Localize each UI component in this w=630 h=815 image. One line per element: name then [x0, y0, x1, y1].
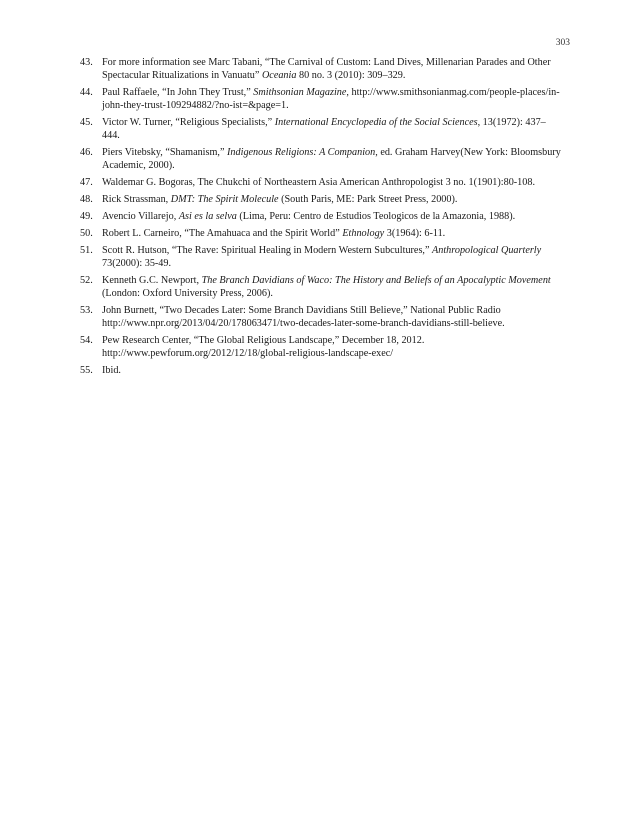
endnote-title-italic: Oceania: [261, 70, 297, 81]
endnote-text-segment: Piers Vitebsky, “Shamanism,”: [102, 147, 228, 158]
endnote-number: 55.: [80, 365, 93, 376]
endnote-title-italic: Ethnology: [342, 228, 385, 239]
endnote-text: [102, 274, 562, 300]
endnote-number: 49.: [80, 211, 93, 222]
endnote-number: 47.: [80, 177, 93, 188]
endnote-title-italic: Indigenous Religions: A Companion: [227, 147, 376, 158]
endnote-title-italic: Asi es la selva: [178, 211, 237, 222]
endnote-text-segment: Avencio Villarejo,: [102, 211, 179, 222]
endnote-text-segment: Scott R. Hutson, “The Rave: Spiritual Healing in Modern Western Subcultures,”: [102, 245, 433, 256]
endnote-52: [80, 274, 562, 300]
endnote-text-segment: Waldemar G. Bogoras, The Chukchi of Northeastern Asia American Anthropologist 3 no. 1(1901):80-108.: [102, 177, 536, 188]
endnote-text-segment: , http://www.smithsonianmag.com/people-places/in-john-they-trust-109294882/?no-ist=&page=1.: [102, 87, 560, 111]
endnote-48: [80, 193, 562, 206]
page-number: 303: [555, 38, 570, 48]
endnote-text: [102, 176, 562, 189]
endnotes-list: [80, 56, 562, 381]
endnote-text: [102, 210, 562, 223]
endnote-title-italic: DMT: The Spirit Molecule: [170, 194, 279, 205]
endnote-text-segment: 3(1964): 6-11.: [384, 228, 446, 239]
endnote-number: 46.: [80, 147, 93, 158]
endnote-51: [80, 244, 562, 270]
endnote-text: [102, 146, 562, 172]
endnote-55: [80, 364, 562, 377]
endnote-text-segment: , 13(1972): 437–444.: [102, 117, 546, 141]
endnote-49: [80, 210, 562, 223]
endnote-text: [102, 334, 562, 360]
endnote-text-segment: Pew Research Center, “The Global Religious Landscape,” December 18, 2012. http://www.pewforum.org/2012/12/18/global-religious-landscape-exec/: [102, 335, 425, 359]
endnote-text-segment: John Burnett, “Two Decades Later: Some Branch Davidians Still Believe,” National Public Radio http://www.npr.org/2013/04/20/178063471/two-decades-later-some-branch-davidians-still-believe.: [102, 305, 505, 329]
endnote-text: [102, 364, 562, 377]
endnote-title-italic: Smithsonian Magazine: [253, 87, 347, 98]
endnote-43: [80, 56, 562, 82]
endnote-text: [102, 304, 562, 330]
endnote-text: [102, 116, 562, 142]
endnote-46: [80, 146, 562, 172]
endnote-title-italic: Anthropological Quarterly: [432, 245, 542, 256]
endnote-text-segment: Rick Strassman,: [102, 194, 171, 205]
endnote-text: [102, 227, 562, 240]
endnote-number: 43.: [80, 57, 93, 68]
endnote-title-italic: The Branch Davidians of Waco: The History and Beliefs of an Apocalyptic Movement: [201, 275, 551, 286]
endnote-number: 52.: [80, 275, 93, 286]
endnote-53: [80, 304, 562, 330]
endnote-text-segment: , ed. Graham Harvey(New York: Bloomsbury Academic, 2000).: [102, 147, 561, 171]
endnote-text-segment: Victor W. Turner, “Religious Specialists,”: [102, 117, 275, 128]
endnote-text-segment: Robert L. Carneiro, “The Amahuaca and the Spirit World”: [102, 228, 343, 239]
endnote-number: 48.: [80, 194, 93, 205]
endnote-text: [102, 86, 562, 112]
endnote-number: 54.: [80, 335, 93, 346]
endnote-text: [102, 193, 562, 206]
endnote-number: 53.: [80, 305, 93, 316]
endnote-text-segment: Paul Raffaele, “In John They Trust,”: [102, 87, 254, 98]
endnote-text-segment: 73(2000): 35-49.: [102, 258, 172, 269]
endnote-number: 44.: [80, 87, 93, 98]
endnote-text-segment: Kenneth G.C. Newport,: [102, 275, 202, 286]
endnote-text: [102, 244, 562, 270]
endnote-54: [80, 334, 562, 360]
endnote-text-segment: 80 no. 3 (2010): 309–329.: [296, 70, 406, 81]
endnote-50: [80, 227, 562, 240]
endnote-text-segment: (Lima, Peru: Centro de Estudios Teologicos de la Amazonia, 1988).: [236, 211, 516, 222]
endnote-47: [80, 176, 562, 189]
endnote-text-segment: (London: Oxford University Press, 2006).: [102, 288, 273, 299]
endnote-number: 50.: [80, 228, 93, 239]
endnote-number: 45.: [80, 117, 93, 128]
endnote-text-segment: Ibid.: [102, 365, 121, 376]
endnote-text: [102, 56, 562, 82]
endnote-45: [80, 116, 562, 142]
endnote-title-italic: International Encyclopedia of the Social Sciences: [274, 117, 478, 128]
endnote-text-segment: For more information see Marc Tabani, “The Carnival of Custom: Land Dives, Millenarian Parades and Other Spectacular Ritualizations in Vanuatu”: [102, 57, 551, 81]
endnote-text-segment: (South Paris, ME: Park Street Press, 2000).: [278, 194, 458, 205]
endnote-44: [80, 86, 562, 112]
endnote-number: 51.: [80, 245, 93, 256]
